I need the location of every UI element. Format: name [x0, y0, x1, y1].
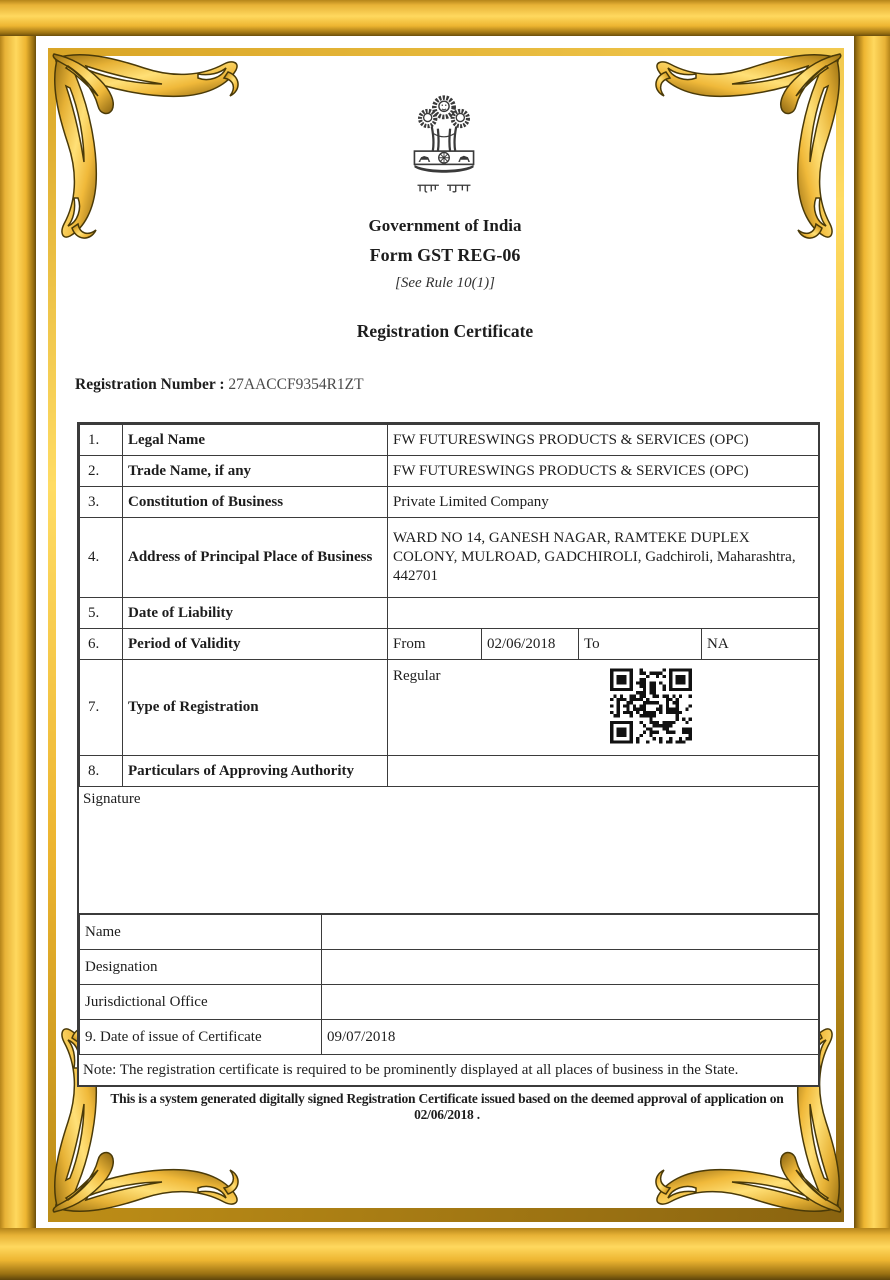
table-row-jurisdictional-office: Jurisdictional Office: [80, 985, 819, 1020]
qr-code: [610, 668, 692, 749]
signature-box: [79, 787, 818, 914]
validity-to-date: NA: [702, 629, 819, 660]
government-of-india-title: Government of India: [368, 216, 522, 235]
table-row-legal-name: 1. Legal Name FW FUTURESWINGS PRODUCTS & SERVICES (OPC): [80, 425, 819, 456]
signature-label: Signature: [83, 791, 141, 807]
validity-from-label: From: [388, 629, 482, 660]
main-table: [79, 424, 819, 787]
rule-reference: [See Rule 10(1)]: [395, 275, 495, 291]
registration-number-line: [75, 376, 364, 394]
table-row-name: Name: [80, 915, 819, 950]
satyameva-jayate-motto: [418, 185, 471, 192]
system-generated-statement: This is a system generated digitally signed Registration Certificate issued based on the deemed approval of application on 02/06/2018 .: [110, 1091, 784, 1122]
registration-number-label: Registration Number :: [75, 376, 225, 393]
table-row-approving-authority: 8. Particulars of Approving Authority: [80, 756, 819, 787]
table-row-designation: Designation: [80, 950, 819, 985]
validity-from-date: 02/06/2018: [482, 629, 579, 660]
note-text: Note: The registration certificate is required to be prominently displayed at all places of business in the State.: [83, 1061, 739, 1078]
table-row-address: 4. Address of Principal Place of Business WARD NO 14, GANESH NAGAR, RAMTEKE DUPLEX COLONY, MULROAD, GADCHIROLI, Gadchiroli, Maharashtra, 442701: [80, 518, 819, 598]
certificate-title: Registration Certificate: [356, 321, 534, 341]
table-row-type-of-registration: 7. Type of Registration Regular: [80, 660, 819, 756]
certificate-body-block: [77, 422, 820, 1087]
validity-to-label: To: [579, 629, 702, 660]
table-row-date-of-liability: 5. Date of Liability: [80, 598, 819, 629]
officer-table: [79, 914, 819, 1055]
table-row-period-of-validity: 6. Period of Validity From 02/06/2018 To NA: [80, 629, 819, 660]
table-row-trade-name: 2. Trade Name, if any FW FUTURESWINGS PRODUCTS & SERVICES (OPC): [80, 456, 819, 487]
table-row-constitution: 3. Constitution of Business Private Limited Company: [80, 487, 819, 518]
emblem-of-india-icon: [403, 92, 485, 198]
form-title: Form GST REG-06: [369, 245, 521, 265]
registration-number-value: 27AACCF9354R1ZT: [228, 376, 364, 393]
table-row-date-of-issue: 9. Date of issue of Certificate 09/07/2018: [80, 1020, 819, 1055]
registration-type-value: Regular: [393, 668, 441, 684]
